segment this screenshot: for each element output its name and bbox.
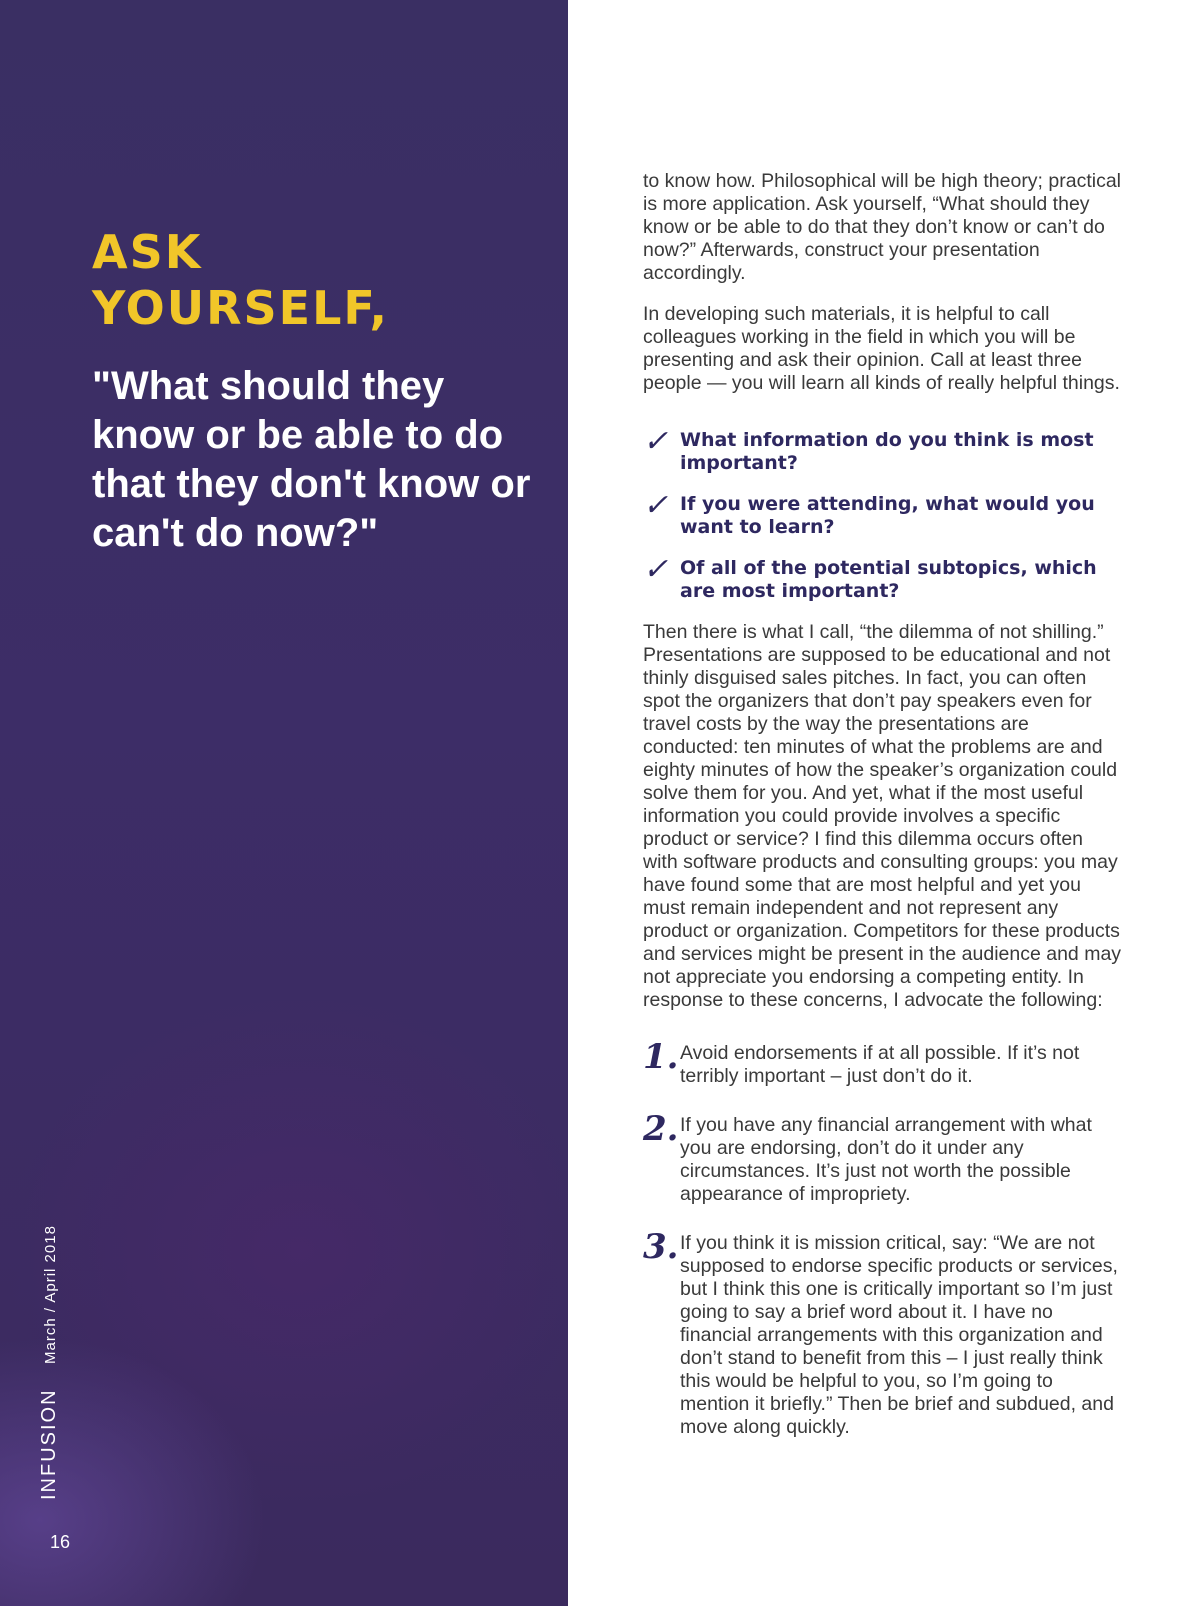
paragraph: Then there is what I call, “the dilemma of not shilling.” Presentations are supposed to be educational and not thinly disguised sales pitches. In fact, you can often spot the organizers that don’t pay speakers even for travel costs by the way the presentations are conducted: ten minutes of what the problems are and eighty minutes of how the speaker’s organization could solve them for you. And yet, what if the most useful information you could provide involves a specific product or service? I find this dilemma occurs often with software products and consulting groups: you may have found some that are most helpful and yet you must remain independent and not represent any product or organization. Competitors for these products and services might be present in the audience and may not appreciate you endorsing a competing entity. In response to these concerns, I advocate the following: xyxy=(643,621,1122,1011)
question-checklist xyxy=(643,424,1123,603)
item-text: If you think it is mission critical, say: “We are not supposed to endorse specific products or services, but I think this one is critically important so I’m just going to say a brief word about it. I have no financial arrangements with this organization and don’t stand to benefit from this – I just really think this would be helpful to you, so I’m going to mention it briefly.” Then be brief and subdued, and move along quickly. xyxy=(680,1232,1118,1438)
checkmark-icon: ✓ xyxy=(643,552,669,587)
checklist-item xyxy=(643,488,1123,539)
vertical-footer xyxy=(38,1200,88,1500)
checklist-item xyxy=(643,424,1123,475)
magazine-brand: INFUSION xyxy=(38,1388,60,1500)
article-body xyxy=(643,170,1123,1465)
checklist-question: Of all of the potential subtopics, which are most important? xyxy=(680,557,1097,602)
checklist-question: If you were attending, what would you want to learn? xyxy=(680,493,1095,538)
checkmark-icon: ✓ xyxy=(643,424,669,459)
item-text: Avoid endorsements if at all possible. If it’s not terribly important – just don’t do it. xyxy=(680,1042,1080,1087)
item-number: 1. xyxy=(643,1037,679,1077)
item-text: If you have any financial arrangement with what you are endorsing, don’t do it under any circumstances. It’s just not worth the possible appearance of impropriety. xyxy=(680,1114,1092,1205)
page-number: 16 xyxy=(50,1532,71,1552)
paragraph: to know how. Philosophical will be high theory; practical is more application. Ask yourself, “What should they know or be able to do that they don’t know or can’t do now?” Afterwards, construct your presentation accordingly. xyxy=(643,170,1122,284)
pull-quote-text: "What should they know or be able to do that they don't know or can't do now?" xyxy=(92,364,531,555)
numbered-list xyxy=(643,1037,1123,1439)
item-number: 3. xyxy=(643,1227,679,1267)
heading-line-2: YOURSELF, xyxy=(92,281,389,335)
issue-date: March / April 2018 xyxy=(42,1225,59,1364)
footer-text xyxy=(38,1225,61,1500)
pull-quote-heading xyxy=(92,224,532,336)
pull-quote-block xyxy=(92,224,532,558)
checkmark-icon: ✓ xyxy=(643,488,669,523)
numbered-item xyxy=(643,1037,1123,1088)
heading-line-1: ASK xyxy=(92,225,203,279)
numbered-item xyxy=(643,1227,1123,1439)
checklist-item xyxy=(643,552,1123,603)
numbered-item xyxy=(643,1109,1123,1206)
checklist-question: What information do you think is most important? xyxy=(680,429,1094,474)
paragraph: In developing such materials, it is helpful to call colleagues working in the field in which you will be presenting and ask their opinion. Call at least three people — you will learn all kinds of really helpful things. xyxy=(643,303,1120,394)
left-panel xyxy=(0,0,568,1606)
item-number: 2. xyxy=(643,1109,679,1149)
